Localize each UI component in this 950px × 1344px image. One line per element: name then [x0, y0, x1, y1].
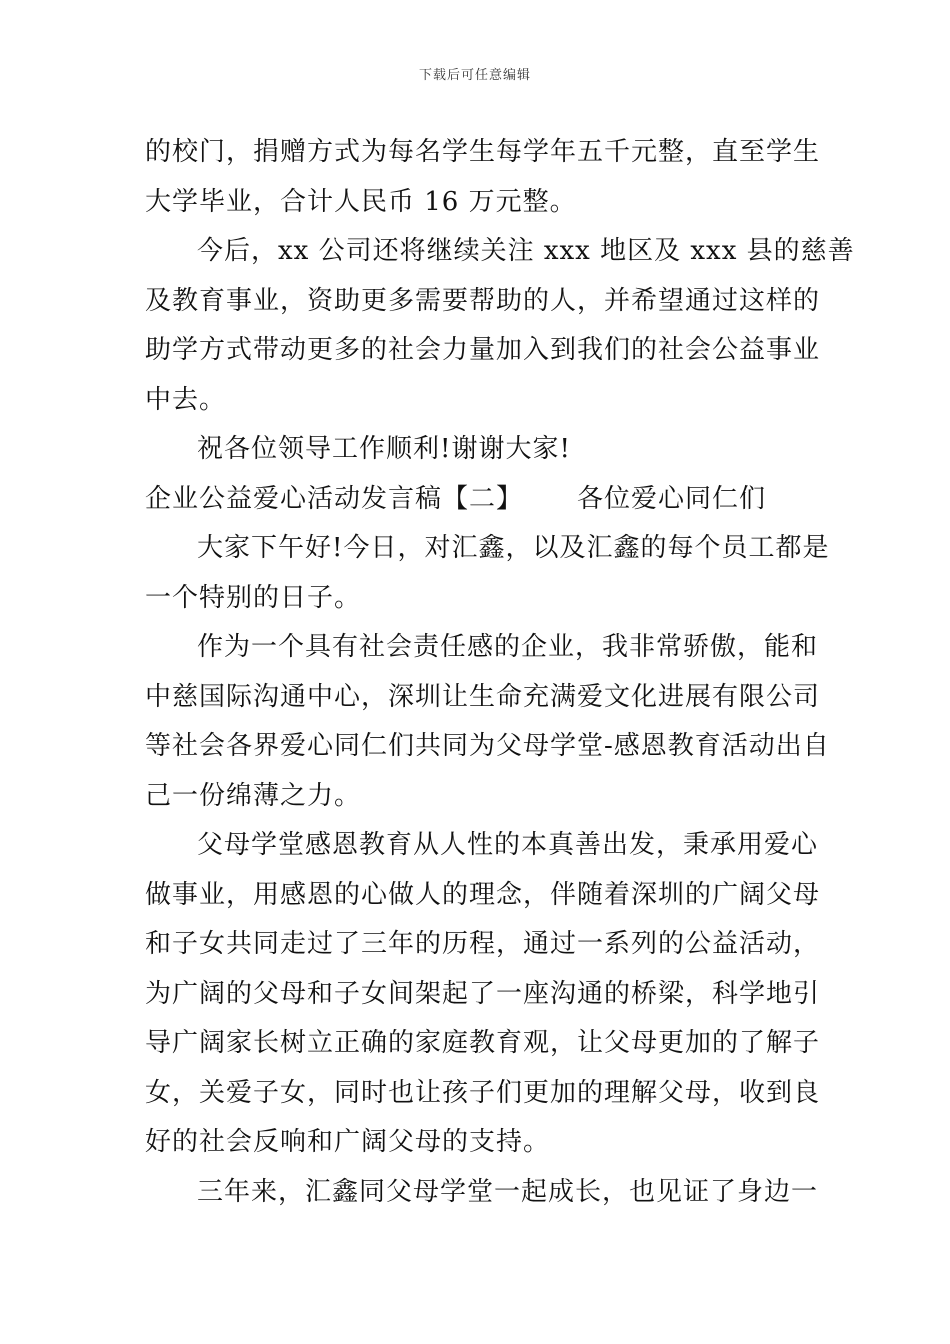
text-line: 助学方式带动更多的社会力量加入到我们的社会公益事业 — [145, 335, 821, 365]
text-line: 中慈国际沟通中心，深圳让生命充满爱文化进展有限公司 — [145, 681, 821, 712]
section-heading: 企业公益爱心活动发言稿【二】 — [145, 483, 524, 514]
salutation: 各位爱心同仁们 — [577, 483, 767, 514]
text-line: 导广阔家长树立正确的家庭教育观，让父母更加的了解子 — [145, 1028, 821, 1058]
text-line: 己一份绵薄之力。 — [145, 780, 362, 811]
document-body — [145, 128, 855, 1217]
text-line: 一个特别的日子。 — [145, 582, 362, 613]
text-line: 的校门，捐赠方式为每名学生每学年五千元整，直至学生 — [145, 137, 821, 167]
paragraph-start: 今后，xx 公司还将继续关注 xxx 地区及 xxx 县的慈善 — [197, 236, 855, 266]
paragraph-start: 三年来，汇鑫同父母学堂一起成长，也见证了身边一 — [197, 1176, 819, 1207]
text-line: 及教育事业，资助更多需要帮助的人，并希望通过这样的 — [145, 285, 821, 316]
paragraph-start: 作为一个具有社会责任感的企业，我非常骄傲，能和 — [197, 632, 819, 662]
text-line: 和子女共同走过了三年的历程，通过一系列的公益活动， — [145, 929, 821, 959]
text-line: 做事业，用感恩的心做人的理念，伴随着深圳的广阔父母 — [145, 879, 821, 910]
text-line: 女，关爱子女，同时也让孩子们更加的理解父母，收到良 — [145, 1077, 821, 1108]
text-line: 中去。 — [145, 384, 227, 415]
paragraph-start: 大家下午好!今日，对汇鑫，以及汇鑫的每个员工都是 — [197, 533, 830, 563]
page-header-note: 下载后可任意编辑 — [418, 68, 531, 83]
text-line: 为广阔的父母和子女间架起了一座沟通的桥梁，科学地引 — [145, 978, 821, 1009]
text-line: 等社会各界爱心同仁们共同为父母学堂-感恩教育活动出自 — [145, 731, 830, 761]
paragraph-start: 父母学堂感恩教育从人性的本真善出发，秉承用爱心 — [197, 830, 819, 860]
text-line: 好的社会反响和广阔父母的支持。 — [145, 1127, 551, 1157]
section-heading-line — [145, 475, 805, 525]
paragraph-start: 祝各位领导工作顺利!谢谢大家! — [197, 434, 571, 464]
text-line: 大学毕业，合计人民币 16 万元整。 — [145, 186, 577, 217]
